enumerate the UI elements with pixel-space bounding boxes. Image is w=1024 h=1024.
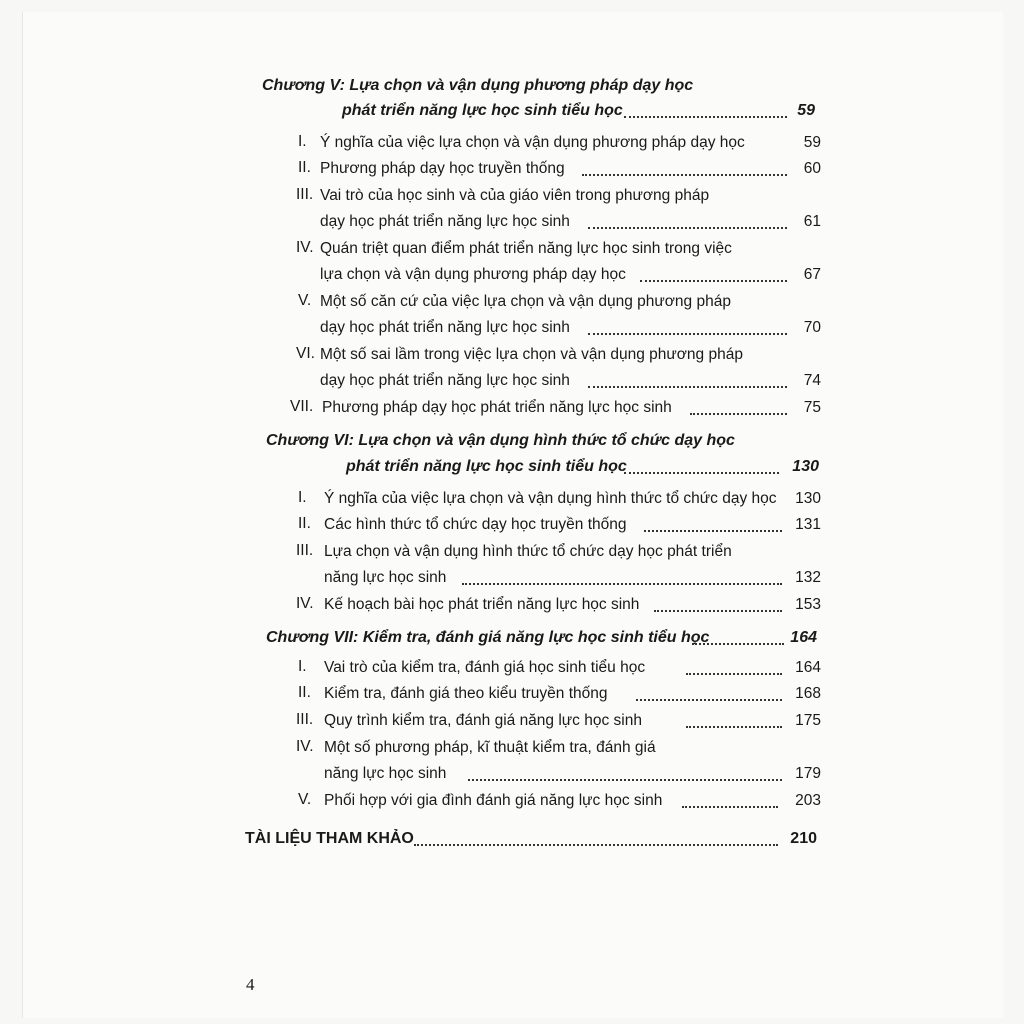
chapter-vi-title-line1: Chương VI: Lựa chọn và vận dụng hình thức tổ chức dạy học xyxy=(266,432,735,449)
item-number: I. xyxy=(298,658,307,675)
leader-dots xyxy=(686,673,782,675)
leader-dots xyxy=(624,472,779,474)
toc-item-text: Quán triệt quan điểm phát triển năng lực học sinh trong việc xyxy=(320,240,732,257)
item-number: VII. xyxy=(290,398,314,415)
item-number: IV. xyxy=(296,239,314,256)
toc-item-page: 74 xyxy=(803,372,821,389)
leader-dots xyxy=(462,583,782,585)
toc-item-text: dạy học phát triển năng lực học sinh xyxy=(320,319,570,336)
leader-dots xyxy=(692,643,784,645)
toc-item-text: Kiểm tra, đánh giá theo kiểu truyền thống xyxy=(324,685,608,702)
item-number: V. xyxy=(298,791,312,808)
toc-item-text: Quy trình kiểm tra, đánh giá năng lực học sinh xyxy=(324,712,642,729)
toc-item-page: 70 xyxy=(803,319,821,336)
leader-dots xyxy=(686,726,782,728)
leader-dots xyxy=(588,386,787,388)
toc-item-text: Một số sai lầm trong việc lựa chọn và vận dụng phương pháp xyxy=(320,346,743,363)
item-number: III. xyxy=(296,186,314,203)
item-number: II. xyxy=(298,515,311,532)
toc-item-page: 61 xyxy=(803,213,821,230)
chapter-v-title-line1: Chương V: Lựa chọn và vận dụng phương pháp dạy học xyxy=(262,77,694,94)
toc-item-text: Ý nghĩa của việc lựa chọn và vận dụng hình thức tổ chức dạy học xyxy=(324,490,777,507)
toc-item-text: dạy học phát triển năng lực học sinh xyxy=(320,372,570,389)
leader-dots xyxy=(624,116,787,118)
chapter-vii-page: 164 xyxy=(790,629,817,646)
leader-dots xyxy=(682,806,778,808)
item-number: IV. xyxy=(296,595,314,612)
item-number: VI. xyxy=(296,345,315,362)
toc-item-text: năng lực học sinh xyxy=(324,765,447,782)
item-number: I. xyxy=(298,489,307,506)
toc-item-page: 164 xyxy=(795,659,821,676)
toc-item-page: 203 xyxy=(795,792,821,809)
toc-item-text: Một số căn cứ của việc lựa chọn và vận dụng phương pháp xyxy=(320,293,731,310)
leader-dots xyxy=(582,174,787,176)
chapter-vi-title-line2: phát triển năng lực học sinh tiểu học xyxy=(346,458,627,475)
toc-item-text: Một số phương pháp, kĩ thuật kiểm tra, đánh giá xyxy=(324,739,656,756)
item-number: IV. xyxy=(296,738,314,755)
leader-dots xyxy=(690,413,787,415)
toc-item-text: Lựa chọn và vận dụng hình thức tổ chức dạy học phát triển xyxy=(324,543,732,560)
toc-item-text: Các hình thức tổ chức dạy học truyền thống xyxy=(324,516,627,533)
item-number: III. xyxy=(296,711,314,728)
toc-item-page: 132 xyxy=(795,569,821,586)
chapter-vii-title: Chương VII: Kiểm tra, đánh giá năng lực học sinh tiểu học xyxy=(266,629,710,646)
leader-dots xyxy=(640,280,787,282)
toc-item-text: Phương pháp dạy học truyền thống xyxy=(320,160,565,177)
toc-item-page: 179 xyxy=(795,765,821,782)
toc-item-page: 168 xyxy=(795,685,821,702)
toc-item-text: năng lực học sinh xyxy=(324,569,447,586)
toc-item-text: lựa chọn và vận dụng phương pháp dạy học xyxy=(320,266,626,283)
toc-item-page: 130 xyxy=(795,490,821,507)
references-page: 210 xyxy=(790,830,817,847)
chapter-v-page: 59 xyxy=(797,102,815,119)
leader-dots xyxy=(588,333,787,335)
item-number: I. xyxy=(298,133,307,150)
references-label: TÀI LIỆU THAM KHẢO xyxy=(245,830,414,847)
toc-item-page: 131 xyxy=(795,516,821,533)
leader-dots xyxy=(636,699,782,701)
item-number: III. xyxy=(296,542,314,559)
toc-item-page: 59 xyxy=(803,134,821,151)
leader-dots xyxy=(654,610,782,612)
toc-item-page: 60 xyxy=(803,160,821,177)
toc-item-text: Vai trò của học sinh và của giáo viên trong phương pháp xyxy=(320,187,710,204)
chapter-vi-page: 130 xyxy=(792,458,819,475)
page-number: 4 xyxy=(246,975,255,994)
item-number: V. xyxy=(298,292,312,309)
leader-dots xyxy=(588,227,787,229)
toc-item-text: Phối hợp với gia đình đánh giá năng lực học sinh xyxy=(324,792,663,809)
toc-item-text: Kế hoạch bài học phát triển năng lực học sinh xyxy=(324,596,640,613)
toc-item-page: 153 xyxy=(795,596,821,613)
leader-dots xyxy=(644,530,782,532)
toc-item-page: 67 xyxy=(803,266,821,283)
toc-item-page: 75 xyxy=(803,399,821,416)
item-number: II. xyxy=(298,159,311,176)
chapter-v-title-line2: phát triển năng lực học sinh tiểu học xyxy=(342,102,623,119)
toc-item-page: 175 xyxy=(795,712,821,729)
toc-item-text: Vai trò của kiểm tra, đánh giá học sinh tiểu học xyxy=(324,659,646,676)
leader-dots xyxy=(414,844,778,846)
leader-dots xyxy=(468,779,782,781)
item-number: II. xyxy=(298,684,311,701)
toc-item-text: dạy học phát triển năng lực học sinh xyxy=(320,213,570,230)
toc-item-text: Phương pháp dạy học phát triển năng lực học sinh xyxy=(322,399,672,416)
toc-item-text: Ý nghĩa của việc lựa chọn và vận dụng phương pháp dạy học xyxy=(320,134,745,151)
